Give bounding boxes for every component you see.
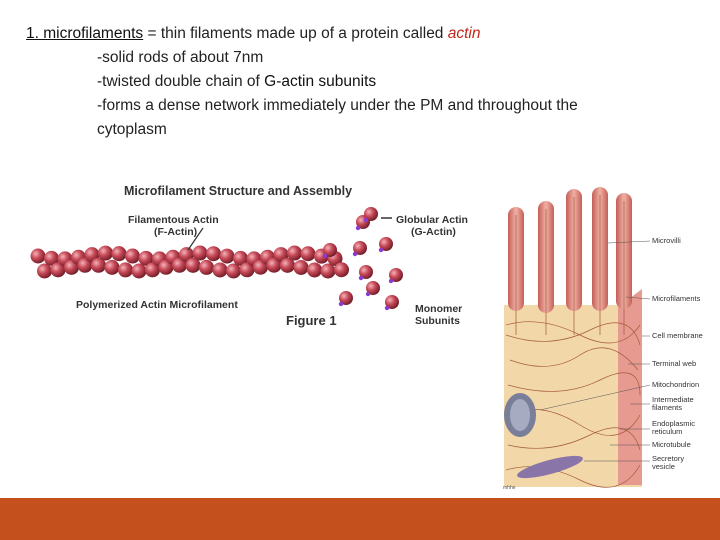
label-f-actin: (F-Actin) [154,226,198,238]
label-subunits: Subunits [415,315,460,327]
microfilament-figure [28,180,478,340]
bullet-3: -forms a dense network immediately under the PM and throughout the [97,97,578,114]
actin-bead [118,262,133,277]
label-filamentous-actin [128,214,219,238]
atp-dot [379,248,383,252]
label-g-actin: (G-Actin) [411,226,456,238]
atp-dot [364,218,368,222]
actin-bead [199,260,214,275]
cell-side-membrane [618,289,642,485]
microfilament-illustration [28,180,478,340]
label-cell-membrane: Cell membrane [652,331,703,340]
label-monomer-subunits [415,303,462,327]
bullet-1: -solid rods of about 7nm [97,49,264,66]
bullet-2-term: G-actin subunits [264,73,377,90]
actin-bead [132,263,147,278]
atp-dot [323,254,327,258]
atp-dot [353,252,357,256]
label-globular-actin [396,214,468,238]
actin-bead [125,249,140,264]
actin-bead [334,262,349,277]
f-actin-chain [31,246,350,279]
atp-dot [339,302,343,306]
figure1-caption: Figure 1 [286,313,337,328]
label-intermediate-filaments: Intermediate filaments [652,395,694,412]
actin-bead [226,263,241,278]
label-globular-actin-line1: Globular Actin [396,214,468,226]
footer-accent-bar [0,498,720,540]
label-polymerized: Polymerized Actin Microfilament [76,299,238,311]
atp-dot [356,226,360,230]
label-endoplasmic-reticulum: Endoplasmic reticulum [652,419,695,436]
figure2-credit: mhhe [503,485,516,491]
label-terminal-web: Terminal web [652,359,697,368]
actin-bead [105,260,120,275]
actin-bead [321,263,336,278]
bullet-2 [26,70,706,94]
actin-bead [206,246,221,261]
atp-dot [385,306,389,310]
label-monomer: Monomer [415,303,463,315]
slide-text [26,22,706,142]
actin-bead [31,249,46,264]
bullet-2-text: -twisted double chain of [97,73,265,90]
atp-dot [389,279,393,283]
actin-bead [193,246,208,261]
actin-bead [307,262,322,277]
actin-bead [37,264,52,279]
actin-bead [287,246,302,261]
mitochondrion-inner [510,399,530,431]
heading-line [26,22,706,46]
microvilli-figure [500,185,720,495]
actin-bead [213,262,228,277]
figure1-title: Microfilament Structure and Assembly [124,184,353,198]
actin-bead [98,246,113,261]
actin-bead [112,246,127,261]
heading-text: = thin filaments made up of a protein called [143,25,448,42]
label-microvilli: Microvilli [652,236,681,245]
actin-bead [220,249,235,264]
label-mitochondrion: Mitochondrion [652,380,700,389]
actin-bead [294,260,309,275]
actin-bead [301,246,316,261]
label-microtubule: Microtubule [652,440,691,449]
label-filamentous-actin-line1: Filamentous Actin [128,214,219,226]
term-microfilaments: 1. microfilaments [26,25,144,42]
bullet-3-cont: cytoplasm [97,121,167,138]
term-actin: actin [447,25,481,42]
label-microfilaments: Microfilaments [652,294,701,303]
label-secretory-vesicle: Secretory vesicle [652,454,685,471]
atp-dot [366,292,370,296]
atp-dot [359,276,363,280]
